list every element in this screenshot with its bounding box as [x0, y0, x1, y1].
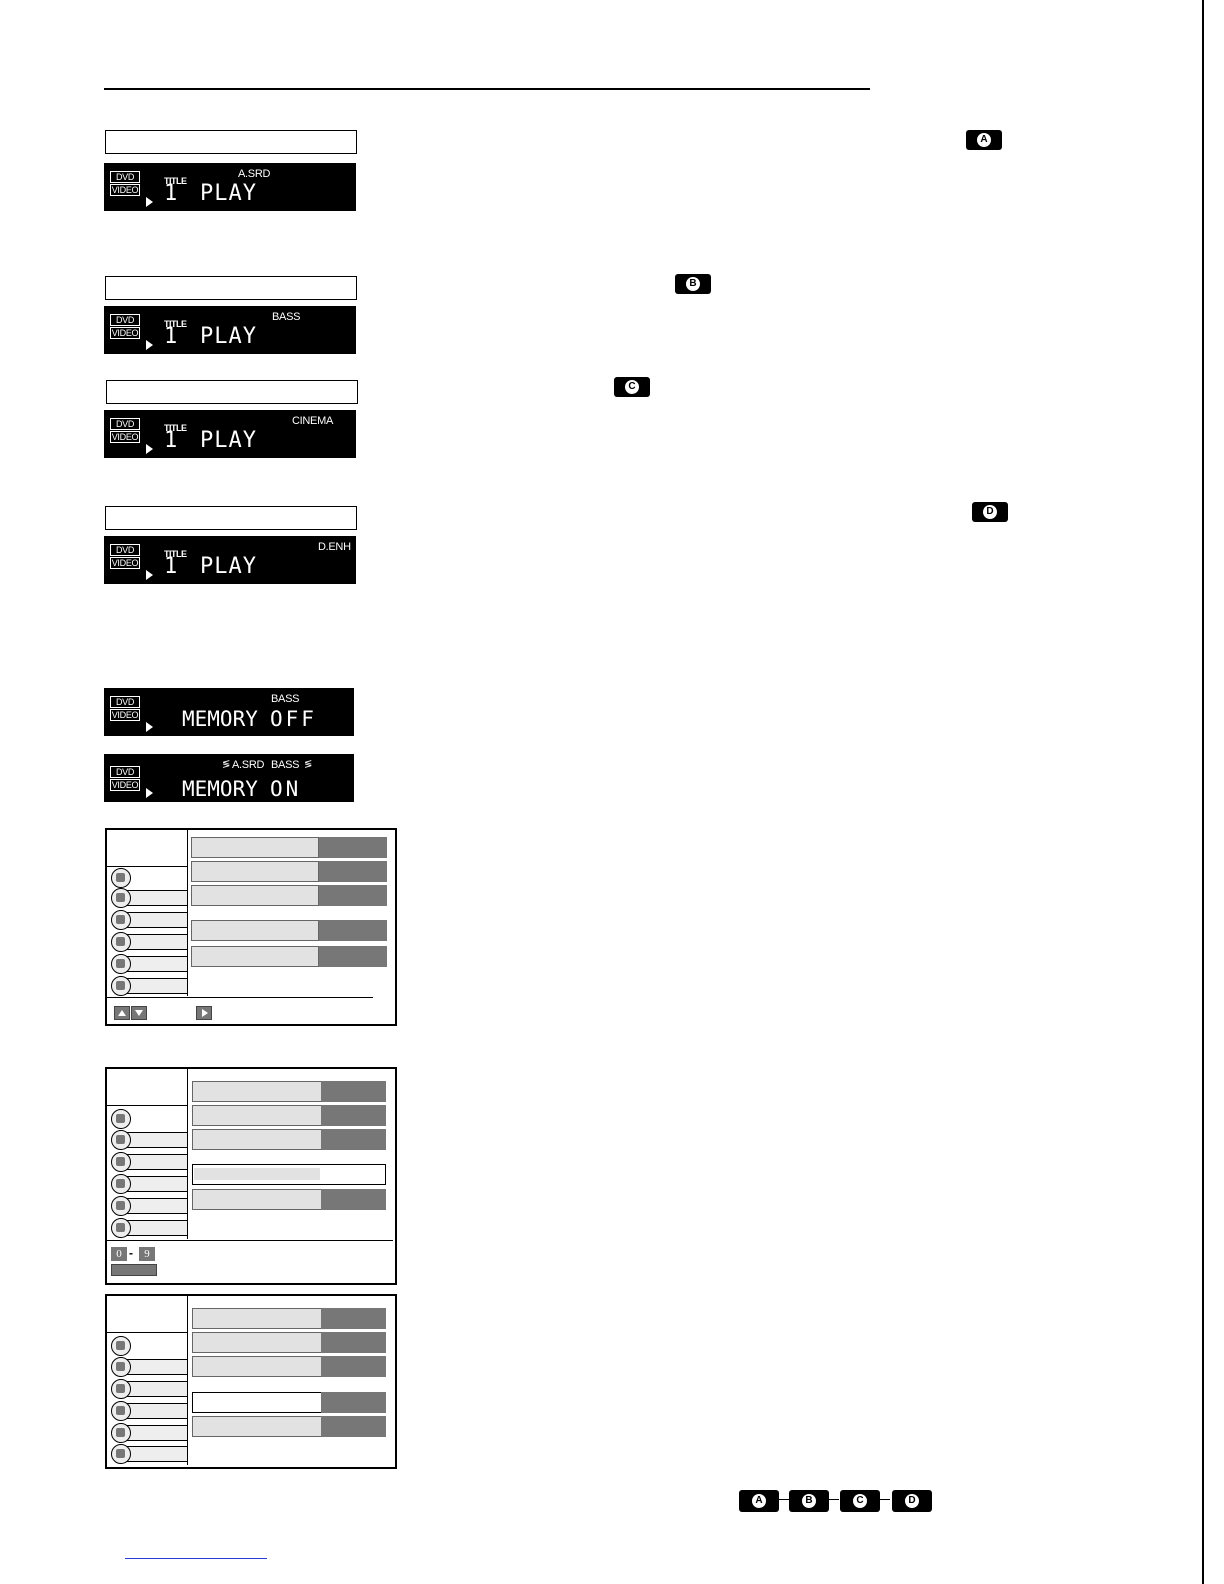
picture-icon	[111, 1152, 131, 1172]
badge-a-letter: A	[977, 133, 991, 147]
dvd-tag: DVD	[110, 418, 140, 430]
menu-side-item[interactable]	[111, 1152, 187, 1170]
seq-letter: D	[905, 1494, 919, 1508]
audio-icon	[111, 888, 131, 908]
menu-header	[107, 1069, 188, 1106]
page-edge-bar	[1202, 0, 1204, 1584]
menu-header	[107, 1296, 188, 1333]
audio-icon	[111, 1357, 131, 1377]
other-icon	[111, 1218, 131, 1238]
badge-b-letter: B	[686, 277, 700, 291]
seq-letter: B	[802, 1494, 816, 1508]
menu-side-item[interactable]	[111, 954, 187, 972]
menu-row[interactable]	[192, 1081, 322, 1102]
badge-c-letter: C	[625, 380, 639, 394]
setup-icon	[111, 1423, 131, 1443]
menu-side-item[interactable]	[111, 1196, 187, 1214]
title-number: 1	[164, 324, 178, 349]
memory-label: MEMORY	[182, 707, 258, 731]
menu-header	[107, 830, 188, 867]
section-label-box-2	[105, 276, 357, 300]
front-display-bass	[104, 306, 356, 354]
asrd-indicator: A.SRD	[238, 168, 271, 180]
menu-side-item[interactable]	[111, 1357, 187, 1375]
menu-side-item[interactable]	[111, 1336, 187, 1354]
dvd-tag: DVD	[110, 171, 140, 183]
play-arrow-icon	[146, 570, 153, 580]
play-status: PLAY	[200, 428, 257, 453]
cinema-indicator: CINEMA	[292, 415, 333, 427]
dvd-tag: DVD	[110, 314, 140, 326]
bass-indicator: BASS	[272, 311, 301, 323]
video-tag: VIDEO	[111, 710, 139, 720]
menu-side-item[interactable]	[111, 1130, 187, 1148]
title-label: TITLE	[164, 423, 187, 433]
front-display-denh	[104, 536, 356, 584]
menu-side-item[interactable]	[111, 1174, 187, 1192]
play-status: PLAY	[200, 181, 257, 206]
front-display-asrd	[104, 163, 356, 211]
play-arrow-icon	[146, 197, 153, 207]
title-number: 1	[164, 554, 178, 579]
video-tag: VIDEO	[111, 780, 139, 790]
menu-side-item[interactable]	[111, 868, 187, 886]
blink-left-icon: ≶	[222, 759, 231, 770]
play-arrow-icon	[146, 340, 153, 350]
osd-menu-3	[105, 1294, 397, 1469]
display-icon	[111, 1401, 131, 1421]
play-arrow-icon	[146, 444, 153, 454]
digit-9-button: 9	[139, 1247, 155, 1261]
memory-state: OFF	[270, 707, 317, 731]
menu-row[interactable]	[192, 1416, 322, 1437]
digit-0-button: 0	[111, 1247, 127, 1261]
audio-icon	[111, 1130, 131, 1150]
footer-link-underline[interactable]	[125, 1558, 267, 1559]
memory-on-display	[104, 754, 354, 802]
title-label: TITLE	[164, 549, 187, 559]
right-arrow-icon	[196, 1006, 212, 1020]
title-label: TITLE	[164, 176, 187, 186]
menu-side-item[interactable]	[111, 1109, 187, 1127]
badge-b	[675, 274, 711, 294]
badge-c	[614, 377, 650, 397]
enter-button-icon	[111, 1264, 157, 1276]
seq-badge-d	[892, 1490, 932, 1512]
badge-a	[966, 130, 1002, 150]
osd-menu-1	[105, 828, 397, 1026]
menu-row[interactable]	[192, 1332, 322, 1353]
asrd-indicator: A.SRD	[232, 759, 265, 771]
disc-icon	[111, 868, 131, 888]
disc-icon	[111, 1336, 131, 1356]
menu-side-item[interactable]	[111, 1379, 187, 1397]
up-arrow-icon	[114, 1006, 130, 1020]
menu-side-item[interactable]	[111, 1444, 187, 1462]
menu-row[interactable]	[191, 861, 319, 882]
seq-badge-c	[840, 1490, 880, 1512]
video-tag: VIDEO	[111, 185, 139, 195]
play-status: PLAY	[200, 324, 257, 349]
badge-d-letter: D	[983, 505, 997, 519]
seq-badge-b	[789, 1490, 829, 1512]
memory-label: MEMORY	[182, 777, 258, 801]
seq-letter: A	[752, 1494, 766, 1508]
osd-menu-2	[105, 1067, 397, 1285]
title-number: 1	[164, 428, 178, 453]
picture-icon	[111, 1379, 131, 1399]
menu-row[interactable]	[192, 1308, 322, 1329]
menu-side-item[interactable]	[111, 1423, 187, 1441]
setup-icon	[111, 1196, 131, 1216]
bass-indicator: BASS	[271, 759, 300, 771]
memory-state: ON	[270, 777, 302, 801]
badge-d	[972, 502, 1008, 522]
menu-row[interactable]	[191, 885, 319, 906]
blink-right-icon: ≶	[304, 759, 313, 770]
video-tag: VIDEO	[111, 432, 139, 442]
other-icon	[111, 976, 131, 996]
display-icon	[111, 932, 131, 952]
top-rule	[104, 88, 870, 90]
menu-side-item[interactable]	[111, 910, 187, 928]
menu-row[interactable]	[192, 1129, 322, 1150]
seq-letter: C	[853, 1494, 867, 1508]
menu-side-item[interactable]	[111, 888, 187, 906]
menu-side-item[interactable]	[111, 976, 187, 994]
play-arrow-icon	[146, 788, 153, 798]
digit-range-dash: -	[129, 1246, 133, 1260]
menu-row[interactable]	[191, 946, 319, 967]
video-tag: VIDEO	[111, 328, 139, 338]
dvd-tag: DVD	[110, 766, 140, 778]
picture-icon	[111, 910, 131, 930]
other-icon	[111, 1444, 131, 1464]
front-display-cinema	[104, 410, 356, 458]
dvd-tag: DVD	[110, 544, 140, 556]
display-icon	[111, 1174, 131, 1194]
section-label-box-3	[106, 380, 358, 404]
menu-row[interactable]	[192, 1105, 322, 1126]
menu-row[interactable]	[192, 1189, 322, 1210]
seq-badge-a	[739, 1490, 779, 1512]
menu-row[interactable]	[191, 920, 319, 941]
menu-side-item[interactable]	[111, 1218, 187, 1236]
setup-icon	[111, 954, 131, 974]
video-tag: VIDEO	[111, 558, 139, 568]
title-label: TITLE	[164, 319, 187, 329]
dvd-tag: DVD	[110, 696, 140, 708]
down-arrow-icon	[131, 1006, 147, 1020]
menu-row-selected[interactable]	[192, 1392, 322, 1413]
section-label-box-4	[105, 506, 357, 530]
section-label-box-1	[105, 130, 357, 154]
memory-off-display	[104, 688, 354, 736]
menu-row[interactable]	[191, 837, 319, 858]
play-arrow-icon	[146, 722, 153, 732]
disc-icon	[111, 1109, 131, 1129]
menu-row[interactable]	[192, 1356, 322, 1377]
menu-side-item[interactable]	[111, 932, 187, 950]
bass-indicator: BASS	[271, 693, 300, 705]
title-number: 1	[164, 181, 178, 206]
menu-side-item[interactable]	[111, 1401, 187, 1419]
play-status: PLAY	[200, 554, 257, 579]
denh-indicator: D.ENH	[318, 541, 351, 553]
